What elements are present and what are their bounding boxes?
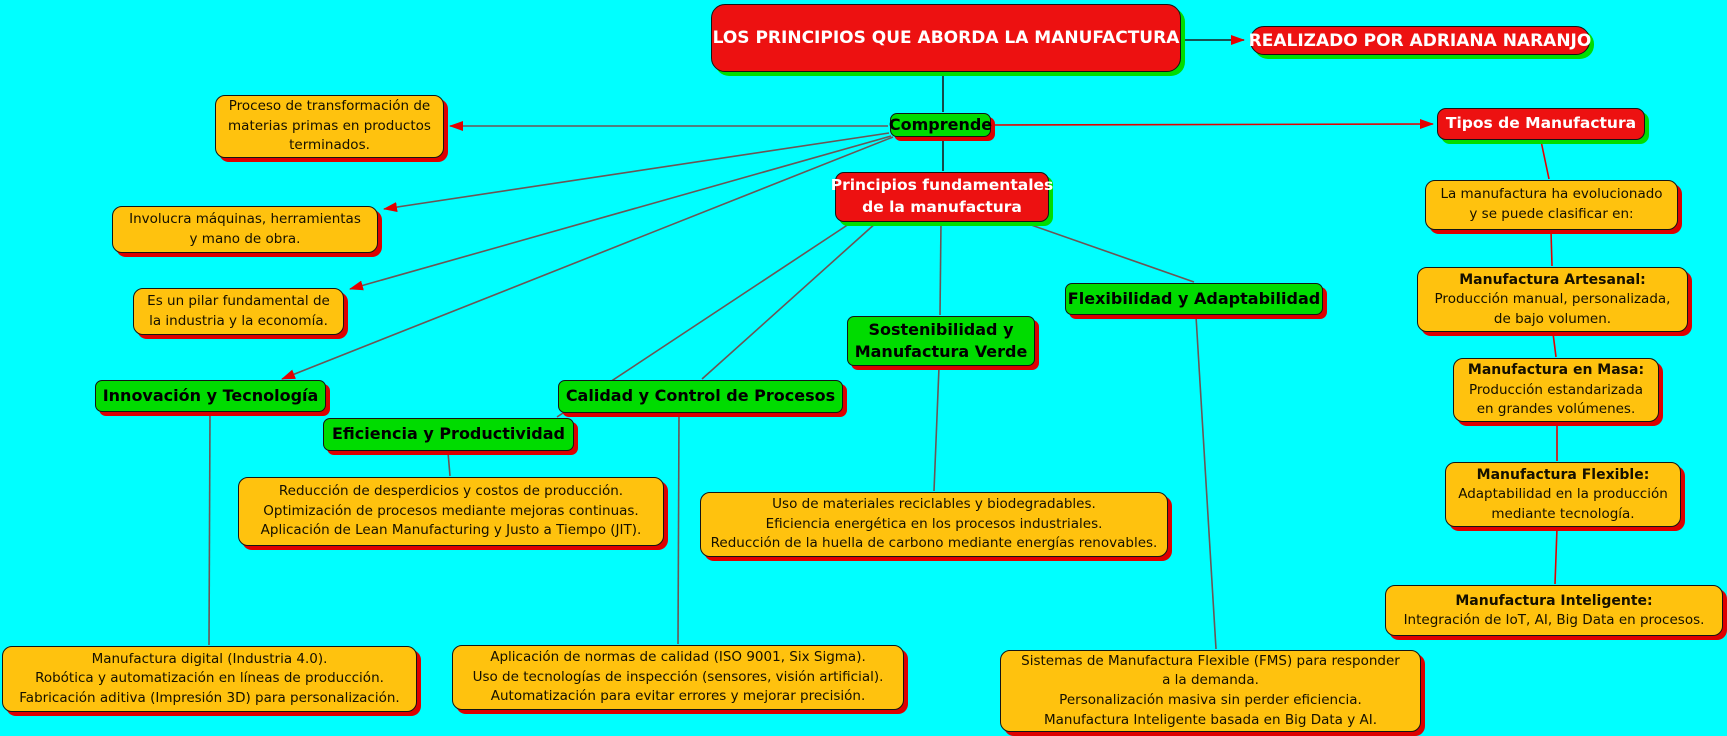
node-involucra[interactable] — [112, 206, 378, 253]
node-normas-text-2: Automatización para evitar errores y mejorar precisión. — [490, 688, 866, 705]
node-flexibilidad[interactable] — [1065, 283, 1323, 315]
edge-comprende-pilar — [350, 136, 891, 289]
edge-comprende-involucra — [384, 133, 889, 209]
node-comprende[interactable] — [890, 113, 991, 137]
node-realizado-text-0: REALIZADO POR ADRIANA NARANJO — [1248, 30, 1592, 51]
node-normas-text-0: Aplicación de normas de calidad (ISO 9001, Six Sigma). — [490, 649, 866, 666]
node-innovacion[interactable] — [95, 380, 326, 412]
node-reduccion-text-0: Reducción de desperdicios y costos de producción. — [278, 483, 624, 500]
node-innovacion-text-0: Innovación y Tecnología — [102, 385, 319, 405]
node-flexibilidad-text-0: Flexibilidad y Adaptabilidad — [1067, 288, 1321, 308]
edge-comprende-innovacion — [282, 137, 893, 379]
node-digital-text-0: Manufactura digital (Industria 4.0). — [91, 650, 328, 667]
node-artesanal-text-1: Producción manual, personalizada, — [1434, 291, 1671, 308]
edge-eficiencia-reduccion — [448, 452, 450, 476]
node-digital[interactable] — [2, 646, 417, 712]
node-normas-text-1: Uso de tecnologías de inspección (sensores, visión artificial). — [472, 668, 884, 685]
node-principios-text-0: Principios fundamentales — [830, 176, 1054, 195]
node-proceso-text-2: terminados. — [289, 137, 370, 154]
node-pilar[interactable] — [133, 288, 344, 335]
node-flexible[interactable] — [1445, 462, 1681, 527]
node-masa-text-1: Producción estandarizada — [1468, 381, 1644, 398]
node-sostenibilidad-text-1: Manufactura Verde — [854, 342, 1028, 361]
node-sostenibilidad-text-0: Sostenibilidad y — [868, 319, 1014, 339]
node-proceso-text-0: Proceso de transformación de — [228, 98, 431, 115]
node-principios[interactable] — [830, 172, 1054, 222]
node-eficiencia-text-0: Eficiencia y Productividad — [331, 424, 566, 444]
node-digital-text-1: Robótica y automatización en líneas de producción. — [35, 670, 384, 687]
edge-tipos-evolucionado — [1541, 141, 1549, 179]
node-titulo-text-0: LOS PRINCIPIOS QUE ABORDA LA MANUFACTURA — [712, 28, 1180, 48]
node-eficiencia[interactable] — [323, 418, 574, 451]
edge-flexible-inteligente — [1555, 528, 1557, 584]
node-evolucionado-text-1: y se puede clasificar en: — [1469, 206, 1634, 222]
node-realizado[interactable] — [1250, 26, 1590, 55]
node-involucra-text-0: Involucra máquinas, herramientas — [129, 210, 361, 227]
node-fms-text-0: Sistemas de Manufactura Flexible (FMS) para responder — [1021, 652, 1400, 669]
node-involucra-text-1: y mano de obra. — [189, 230, 301, 247]
node-comprende-text-0: Comprende — [888, 114, 993, 134]
node-reduccion-text-2: Aplicación de Lean Manufacturing y Justo a Tiempo (JIT). — [260, 522, 642, 539]
edge-principios-sostenibilidad — [940, 222, 941, 315]
node-inteligente[interactable] — [1385, 585, 1723, 636]
edge-sostenibilidad-materiales — [934, 367, 939, 491]
node-digital-text-2: Fabricación aditiva (Impresión 3D) para personalización. — [19, 689, 400, 706]
node-fms-text-3: Manufactura Inteligente basada en Big Data y AI. — [1043, 711, 1378, 728]
edge-comprende-tipos — [992, 124, 1433, 125]
edge-evolucionado-artesanal — [1551, 231, 1552, 266]
node-inteligente-text-0: Manufactura Inteligente: — [1455, 592, 1653, 609]
node-proceso-text-1: materias primas en productos — [228, 117, 431, 134]
node-calidad[interactable] — [558, 380, 843, 413]
node-materiales[interactable] — [700, 492, 1168, 557]
node-tipos[interactable] — [1437, 108, 1645, 140]
node-masa[interactable] — [1453, 358, 1659, 422]
node-flexible-text-0: Manufactura Flexible: — [1476, 466, 1650, 483]
edge-artesanal-masa — [1553, 333, 1556, 357]
node-masa-text-0: Manufactura en Masa: — [1467, 362, 1645, 379]
node-tipos-text-0: Tipos de Manufactura — [1445, 114, 1637, 133]
node-reduccion-text-1: Optimización de procesos mediante mejoras continuas. — [263, 502, 639, 519]
node-artesanal-text-2: de bajo volumen. — [1493, 310, 1612, 327]
edge-calidad-normas — [678, 414, 679, 644]
node-artesanal[interactable] — [1417, 267, 1688, 332]
node-reduccion[interactable] — [238, 477, 664, 546]
node-normas[interactable] — [452, 645, 904, 710]
edge-flexibilidad-fms — [1196, 316, 1216, 649]
node-fms-text-2: Personalización masiva sin perder eficiencia. — [1059, 692, 1362, 708]
node-evolucionado-text-0: La manufactura ha evolucionado — [1440, 186, 1663, 203]
node-proceso[interactable] — [215, 95, 444, 158]
node-materiales-text-0: Uso de materiales reciclables y biodegradables. — [772, 496, 1096, 513]
node-principios-text-1: de la manufactura — [862, 198, 1022, 216]
node-fms-text-1: a la demanda. — [1162, 672, 1259, 689]
node-titulo[interactable] — [711, 4, 1181, 72]
node-pilar-text-0: Es un pilar fundamental de — [147, 292, 330, 309]
edge-principios-flexibilidad — [1014, 219, 1194, 282]
node-sostenibilidad[interactable] — [847, 316, 1035, 366]
edge-innovacion-digital — [209, 413, 210, 645]
node-pilar-text-1: la industria y la economía. — [149, 312, 328, 329]
node-flexible-text-2: mediante tecnología. — [1491, 505, 1635, 522]
node-flexible-text-1: Adaptabilidad en la producción — [1458, 486, 1668, 503]
node-materiales-text-1: Eficiencia energética en los procesos industriales. — [765, 515, 1103, 532]
node-fms[interactable] — [1000, 650, 1421, 732]
node-calidad-text-0: Calidad y Control de Procesos — [565, 386, 836, 406]
node-materiales-text-2: Reducción de la huella de carbono mediante energías renovables. — [710, 535, 1158, 552]
node-inteligente-text-1: Integración de IoT, AI, Big Data en procesos. — [1403, 611, 1705, 628]
node-evolucionado[interactable] — [1425, 180, 1678, 230]
node-artesanal-text-0: Manufactura Artesanal: — [1459, 271, 1646, 288]
node-masa-text-2: en grandes volúmenes. — [1476, 401, 1636, 418]
